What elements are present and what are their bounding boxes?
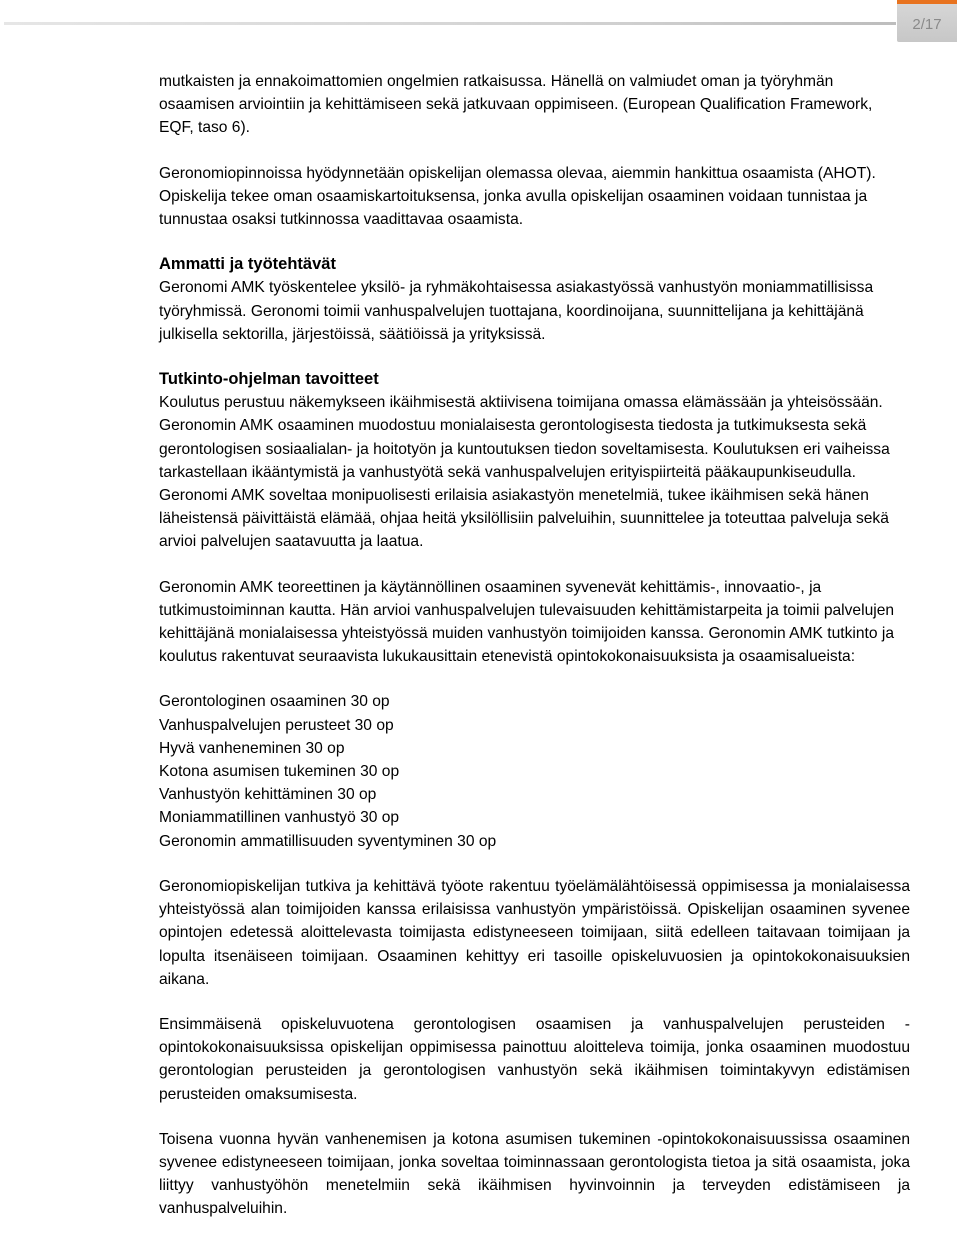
module-list — [159, 690, 910, 852]
paragraph-second-year: Toisena vuonna hyvän vanhenemisen ja kotona asumisen tukeminen -opintokokonaisuussissa osaaminen syvenee edistyneeseen toimijaan, jonka soveltaa toiminnassaan gerontologista tietoa ja sitä osaamista, joka liittyy vanhustyöhön menetelmiin sekä ikäihmisen hyvinvoinnin ja terveyden edistämiseen ja vanhuspalveluihin. — [159, 1130, 910, 1218]
page-header — [0, 0, 960, 44]
paragraph-occupation: Geronomi AMK työskentelee yksilö- ja ryhmäkohtaisessa asiakastyössä vanhustyön moniammatillisissa työryhmissä. Geronomi toimii vanhuspalvelujen tuottajana, koordinoijana, suunnittelijana ja kehittäjänä julkisella sektorilla, järjestöissä, säätiöissä ja yrityksissä. — [159, 279, 874, 343]
document-body — [159, 70, 910, 1221]
module-item: Gerontologinen osaaminen 30 op — [159, 693, 390, 711]
module-item: Vanhustyön kehittäminen 30 op — [159, 786, 377, 804]
module-item: Vanhuspalvelujen perusteet 30 op — [159, 716, 394, 734]
page-number-tab — [897, 0, 957, 42]
module-item: Moniammatillinen vanhustyö 30 op — [159, 809, 400, 827]
paragraph-ahot: Geronomiopinnoissa hyödynnetään opiskelijan olemassa olevaa, aiemmin hankittua osaamista (AHOT). Opiskelija tekee oman osaamiskartoituksensa, jonka avulla opiskelijan osaaminen voidaan tunnistaa ja tunnustaa osaksi tutkinnossa vaadittavaa osaamista. — [159, 164, 876, 229]
module-item: Hyvä vanheneminen 30 op — [159, 739, 345, 757]
page-number: 2/17 — [912, 16, 942, 33]
heading-occupation: Ammatti ja työtehtävät — [159, 255, 336, 274]
header-rule — [4, 22, 896, 25]
paragraph-program-goals: Koulutus perustuu näkemykseen ikäihmisestä aktiivisena toimijana omassa elämässään ja yhteisössään. Geronomin AMK osaaminen muodostuu monialaisesta gerontologisesta tiedosta ja tutkimuksesta sekä gerontologisen sosiaalialan- ja hoitotyön ja kuntoutuksen tiedon soveltamisesta. Koulutuksen eri vaiheissa tarkastellaan ikääntymistä ja vanhustyötä sekä vanhuspalvelujen erityispiirteitä pääkaupunkiseudulla. Geronomi AMK soveltaa monipuolisesti erilaisia asiakastyön menetelmiä, tukee ikäihmisen sekä hänen läheistensä päivittäistä elämää, ohjaa heitä yksilöllisiin palveluihin, suunnittelee ja toteuttaa palveluja sekä arvioi palvelujen saatavuutta ja laatua. — [159, 394, 890, 551]
paragraph-first-year: Ensimmäisenä opiskeluvuotena gerontologisen osaamisen ja vanhuspalvelujen perusteiden -opintokokonaisuuksissa opiskelijan oppimisessa painottuu aloitteleva toimija, jonka osaaminen muodostuu gerontologian perusteiden ja gerontologisen vanhustyön sekä ikäihmisen toimintakyvyn edistämisen perusteiden omaksumisesta. — [159, 1015, 910, 1103]
module-item: Kotona asumisen tukeminen 30 op — [159, 763, 400, 781]
paragraph-learning-approach: Geronomiopiskelijan tutkiva ja kehittävä työote rakentuu työelämälähtöisessä oppimisessa ja monialaisessa yhteistyössä alan toimijoiden kanssa erilaisissa vanhustyön ympäristöissä. Opiskelijan osaaminen syvenee opintojen edetessä aloittelevasta toimijasta edistyneeseen toimijaan, siitä edelleen taitavaan toimijaan ja lopulta itsenäiseen toimijaan. Osaaminen kehittyy eri tasoille opiskeluvuosien ja opintokokonaisuuksien aikana. — [159, 877, 910, 988]
heading-program-goals: Tutkinto-ohjelman tavoitteet — [159, 370, 379, 389]
module-item: Geronomin ammatillisuuden syventyminen 30 op — [159, 832, 497, 850]
paragraph-eqf: mutkaisten ja ennakoimattomien ongelmien ratkaisussa. Hänellä on valmiudet oman ja työryhmän osaamisen arviointiin ja kehittämiseen sekä jatkuvaan oppimiseen. (European Qualification Framework, EQF, taso 6). — [159, 73, 873, 137]
paragraph-competence: Geronomin AMK teoreettinen ja käytännöllinen osaaminen syvenevät kehittämis-, innovaatio-, ja tutkimustoiminnan kautta. Hän arvioi vanhuspalvelujen tulevaisuuden kehittämistarpeita ja toimii palvelujen kehittäjänä monialaisessa yhteistyössä muiden vanhustyön toimijoiden kanssa. Geronomin AMK tutkinto ja koulutus rakentuvat seuraavista lukukausittain etenevistä opintokokonaisuuksista ja osaamisalueista: — [159, 578, 895, 666]
